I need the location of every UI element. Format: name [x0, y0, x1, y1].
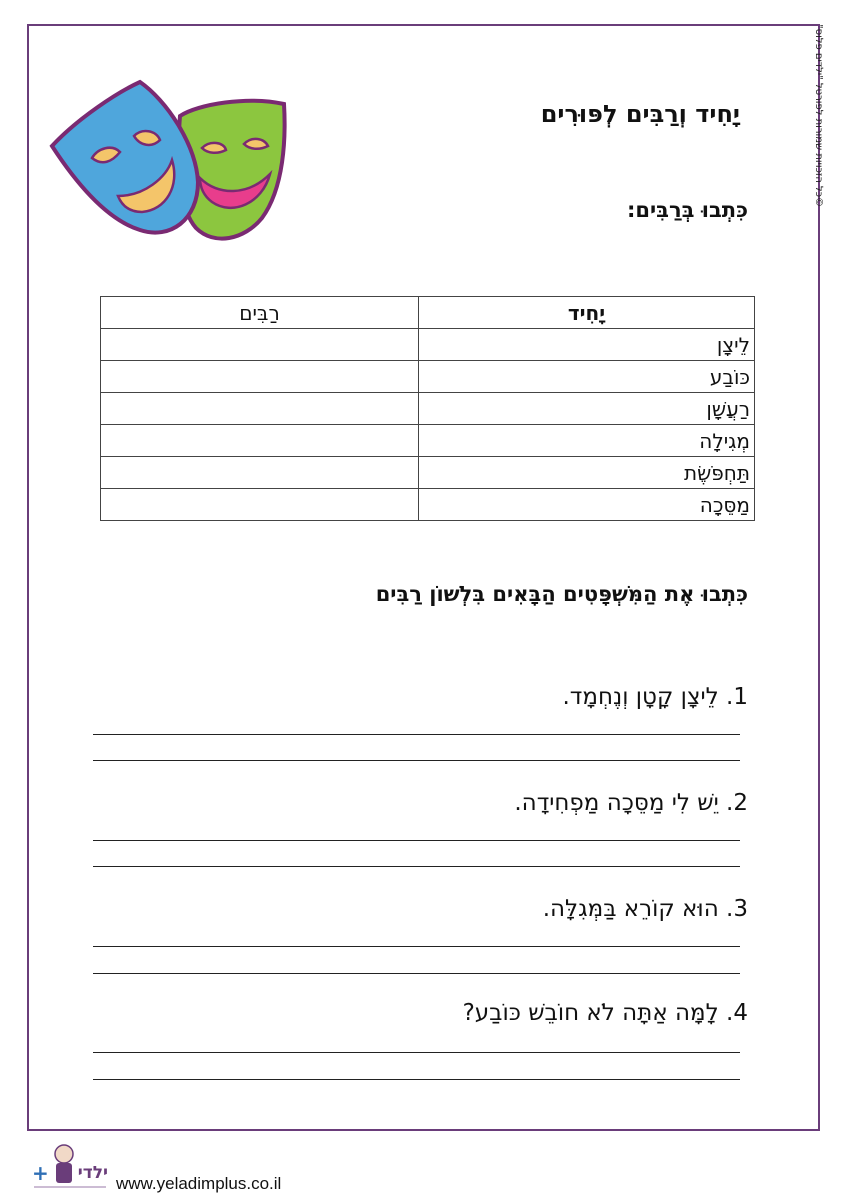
plural-answer-cell[interactable] — [101, 393, 419, 425]
plural-answer-cell[interactable] — [101, 329, 419, 361]
singular-word: רַעֲשָׁן — [419, 393, 755, 425]
plural-answer-cell[interactable] — [101, 489, 419, 521]
table-row — [101, 361, 755, 393]
answer-line[interactable] — [93, 1079, 740, 1080]
svg-text:ילדי: ילדי — [77, 1163, 108, 1183]
sentence-3: 3. הוּא קוֹרֵא בַּמְּגִלָּה. — [542, 896, 748, 922]
sentence-2: 2. יֵשׁ לִי מַסֵּכָה מַפְחִידָה. — [514, 790, 748, 816]
copyright-text: ©כל הזכויות שמורות לפורטל "ילדים פלוס" — [813, 24, 824, 208]
sentence-1: 1. לֵיצָן קָטָן וְנֶחְמָד. — [562, 684, 748, 710]
singular-plural-table — [100, 296, 755, 521]
answer-line[interactable] — [93, 866, 740, 867]
header-singular: יָחִיד — [419, 297, 755, 329]
copyright-notice — [813, 24, 844, 264]
plural-answer-cell[interactable] — [101, 425, 419, 457]
table-row — [101, 393, 755, 425]
singular-word: מְגִילָה — [419, 425, 755, 457]
svg-text:+: + — [32, 1161, 49, 1185]
answer-line[interactable] — [93, 946, 740, 947]
page-title: יָחִיד וְרַבִּים לְפּוּרִים — [540, 100, 740, 128]
singular-word: כּוֹבַע — [419, 361, 755, 393]
singular-word: תַּחְפֹּשֶׂת — [419, 457, 755, 489]
table-row — [101, 329, 755, 361]
blue-mask — [52, 82, 198, 233]
singular-word: לֵיצָן — [419, 329, 755, 361]
header-plural: רַבִּים — [101, 297, 419, 329]
table-row — [101, 457, 755, 489]
singular-word: מַסֵּכָה — [419, 489, 755, 521]
instruction-sentences: כִּתְבוּ אֶת הַמִּשְׁפָּטִים הַבָּאִים בִּלְשׁוֹן רַבִּים — [375, 582, 748, 606]
answer-line[interactable] — [93, 760, 740, 761]
answer-line[interactable] — [93, 1052, 740, 1053]
theater-masks-icon — [48, 78, 308, 248]
table-header-row — [101, 297, 755, 329]
answer-line[interactable] — [93, 840, 740, 841]
instruction-write-plural: כִּתְבוּ בְּרַבִּים: — [626, 198, 748, 222]
plural-answer-cell[interactable] — [101, 361, 419, 393]
answer-line[interactable] — [93, 734, 740, 735]
plural-answer-cell[interactable] — [101, 457, 419, 489]
footer-url[interactable]: www.yeladimplus.co.il — [116, 1174, 282, 1193]
table-row — [101, 489, 755, 521]
sentence-4: 4. לָמָּה אַתָּה לֹא חוֹבֵשׁ כּוֹבַע? — [462, 1000, 748, 1026]
table-row — [101, 425, 755, 457]
yeladim-plus-logo — [28, 1140, 110, 1192]
answer-line[interactable] — [93, 973, 740, 974]
